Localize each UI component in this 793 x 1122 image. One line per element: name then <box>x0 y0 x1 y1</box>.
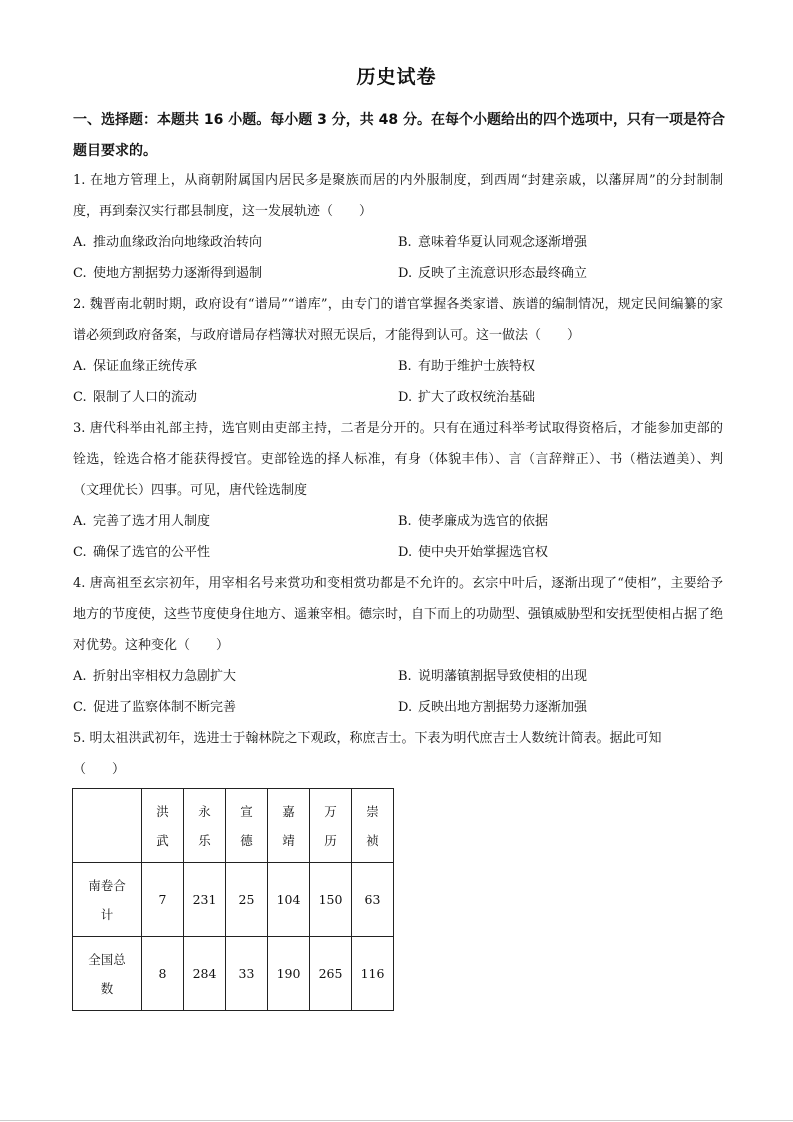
header-text: 万历 <box>324 803 337 848</box>
option-d[interactable] <box>398 382 723 413</box>
question-1 <box>73 165 723 289</box>
table-header-cell <box>268 789 310 863</box>
option-c[interactable] <box>73 692 398 723</box>
table-header-cell <box>184 789 226 863</box>
table-cell: 33 <box>226 937 268 1011</box>
table-row <box>73 863 394 937</box>
answer-paren: （ ） <box>73 762 126 777</box>
table-cell: 231 <box>184 863 226 937</box>
option-letter: D. <box>398 266 413 281</box>
header-text: 洪武 <box>156 803 169 848</box>
option-row <box>73 351 723 382</box>
option-text: 使中央开始掌握选官权 <box>418 545 549 560</box>
option-text: 扩大了政权统治基础 <box>418 390 536 405</box>
question-stem: 3. 唐代科举由礼部主持，选官则由吏部主持，二者是分开的。只有在通过科举考试取得资格后，才能参加吏部的铨选，铨选合格才能获得授官。吏部铨选的择人标准，有身（体貌丰伟）、言（言辞辩正）、书（楷法遒美）、判（文理优长）四事。可见，唐代铨选制度 <box>73 421 723 498</box>
table-header-cell <box>310 789 352 863</box>
option-letter: D. <box>398 390 413 405</box>
page-title: 历史试卷 <box>356 66 437 88</box>
option-a[interactable] <box>73 227 398 258</box>
option-row <box>73 258 723 289</box>
option-letter: A. <box>73 669 87 684</box>
option-a[interactable] <box>73 351 398 382</box>
option-letter: D. <box>398 700 413 715</box>
table-corner-cell <box>73 789 142 863</box>
option-letter: C. <box>73 266 87 281</box>
option-text: 说明藩镇割据导致使相的出现 <box>418 669 588 684</box>
option-text: 使孝廉成为选官的依据 <box>418 514 549 529</box>
table-header-cell <box>226 789 268 863</box>
option-b[interactable] <box>398 351 723 382</box>
question-5 <box>73 723 723 785</box>
header-text: 永乐 <box>198 803 211 848</box>
question-stem: 4. 唐高祖至玄宗初年，用宰相名号来赏功和变相赏功都是不允许的。玄宗中叶后，逐渐出现了“使相”，主要给予地方的节度使，这些节度使身住地方、遥兼宰相。德宗时，自下而上的功勋型、强镇威胁型和安抚型使相占据了绝对优势。这种变化（ ） <box>73 576 724 653</box>
question-stem: 5. 明太祖洪武初年，选进士于翰林院之下观政，称庶吉士。下表为明代庶吉士人数统计简表。据此可知 <box>73 731 662 746</box>
option-text: 反映出地方割据势力逐渐加强 <box>418 700 588 715</box>
option-text: 折射出宰相权力急剧扩大 <box>93 669 237 684</box>
option-letter: B. <box>398 514 412 529</box>
table-cell: 104 <box>268 863 310 937</box>
option-a[interactable] <box>73 661 398 692</box>
question-2 <box>73 289 723 413</box>
option-row <box>73 506 723 537</box>
option-b[interactable] <box>398 661 723 692</box>
option-letter: B. <box>398 359 412 374</box>
table-cell: 190 <box>268 937 310 1011</box>
option-a[interactable] <box>73 506 398 537</box>
option-row <box>73 227 723 258</box>
table-header-cell <box>352 789 394 863</box>
row-label: 全国总数 <box>88 951 126 996</box>
option-c[interactable] <box>73 537 398 568</box>
option-letter: A. <box>73 514 87 529</box>
table-cell: 265 <box>310 937 352 1011</box>
shujishi-stats-table <box>72 788 394 1011</box>
table-cell: 25 <box>226 863 268 937</box>
option-row <box>73 382 723 413</box>
option-c[interactable] <box>73 382 398 413</box>
question-3 <box>73 413 723 568</box>
option-c[interactable] <box>73 258 398 289</box>
table-cell: 63 <box>352 863 394 937</box>
question-stem: 2. 魏晋南北朝时期，政府设有“谱局”“谱库”，由专门的谱官掌握各类家谱、族谱的编制情况，规定民间编纂的家谱必须到政府备案，与政府谱局存档簿状对照无误后，才能得到认可。这一做法（ ） <box>73 297 723 343</box>
option-text: 有助于维护士族特权 <box>418 359 536 374</box>
question-stem: 1. 在地方管理上，从商朝附属国内居民多是聚族而居的内外服制度，到西周“封建亲戚，以藩屏周”的分封制制度，再到秦汉实行郡县制度，这一发展轨迹（ ） <box>73 173 723 219</box>
option-text: 反映了主流意识形态最终确立 <box>418 266 588 281</box>
option-text: 促进了监察体制不断完善 <box>93 700 237 715</box>
page-bottom-rule <box>0 1120 793 1121</box>
table-header-row <box>73 789 394 863</box>
table-cell: 7 <box>142 863 184 937</box>
row-label-cell <box>73 863 142 937</box>
table-cell: 150 <box>310 863 352 937</box>
option-row <box>73 537 723 568</box>
option-text: 确保了选官的公平性 <box>93 545 211 560</box>
option-letter: A. <box>73 235 87 250</box>
option-text: 保证血缘正统传承 <box>93 359 198 374</box>
row-label: 南卷合计 <box>88 877 126 922</box>
option-letter: C. <box>73 700 87 715</box>
question-list <box>73 165 723 785</box>
option-text: 意味着华夏认同观念逐渐增强 <box>418 235 588 250</box>
option-letter: B. <box>398 235 412 250</box>
table-cell: 284 <box>184 937 226 1011</box>
option-text: 推动血缘政治向地缘政治转向 <box>93 235 263 250</box>
option-d[interactable] <box>398 537 723 568</box>
option-row <box>73 661 723 692</box>
table-row <box>73 937 394 1011</box>
option-d[interactable] <box>398 692 723 723</box>
option-text: 使地方割据势力逐渐得到遏制 <box>93 266 263 281</box>
header-text: 宣德 <box>240 803 253 848</box>
option-letter: B. <box>398 669 412 684</box>
section-heading: 一、选择题：本题共 16 小题。每小题 3 分，共 48 分。在每个小题给出的四个选项中，只有一项是符合题目要求的。 <box>73 112 725 159</box>
option-letter: D. <box>398 545 413 560</box>
option-letter: C. <box>73 390 87 405</box>
option-row <box>73 692 723 723</box>
option-letter: C. <box>73 545 87 560</box>
option-d[interactable] <box>398 258 723 289</box>
option-b[interactable] <box>398 227 723 258</box>
option-text: 完善了选才用人制度 <box>93 514 211 529</box>
option-b[interactable] <box>398 506 723 537</box>
option-text: 限制了人口的流动 <box>93 390 198 405</box>
header-text: 崇祯 <box>366 803 379 848</box>
question-4 <box>73 568 723 723</box>
header-text: 嘉靖 <box>282 803 295 848</box>
table-header-cell <box>142 789 184 863</box>
table-cell: 116 <box>352 937 394 1011</box>
row-label-cell <box>73 937 142 1011</box>
option-letter: A. <box>73 359 87 374</box>
table-cell: 8 <box>142 937 184 1011</box>
